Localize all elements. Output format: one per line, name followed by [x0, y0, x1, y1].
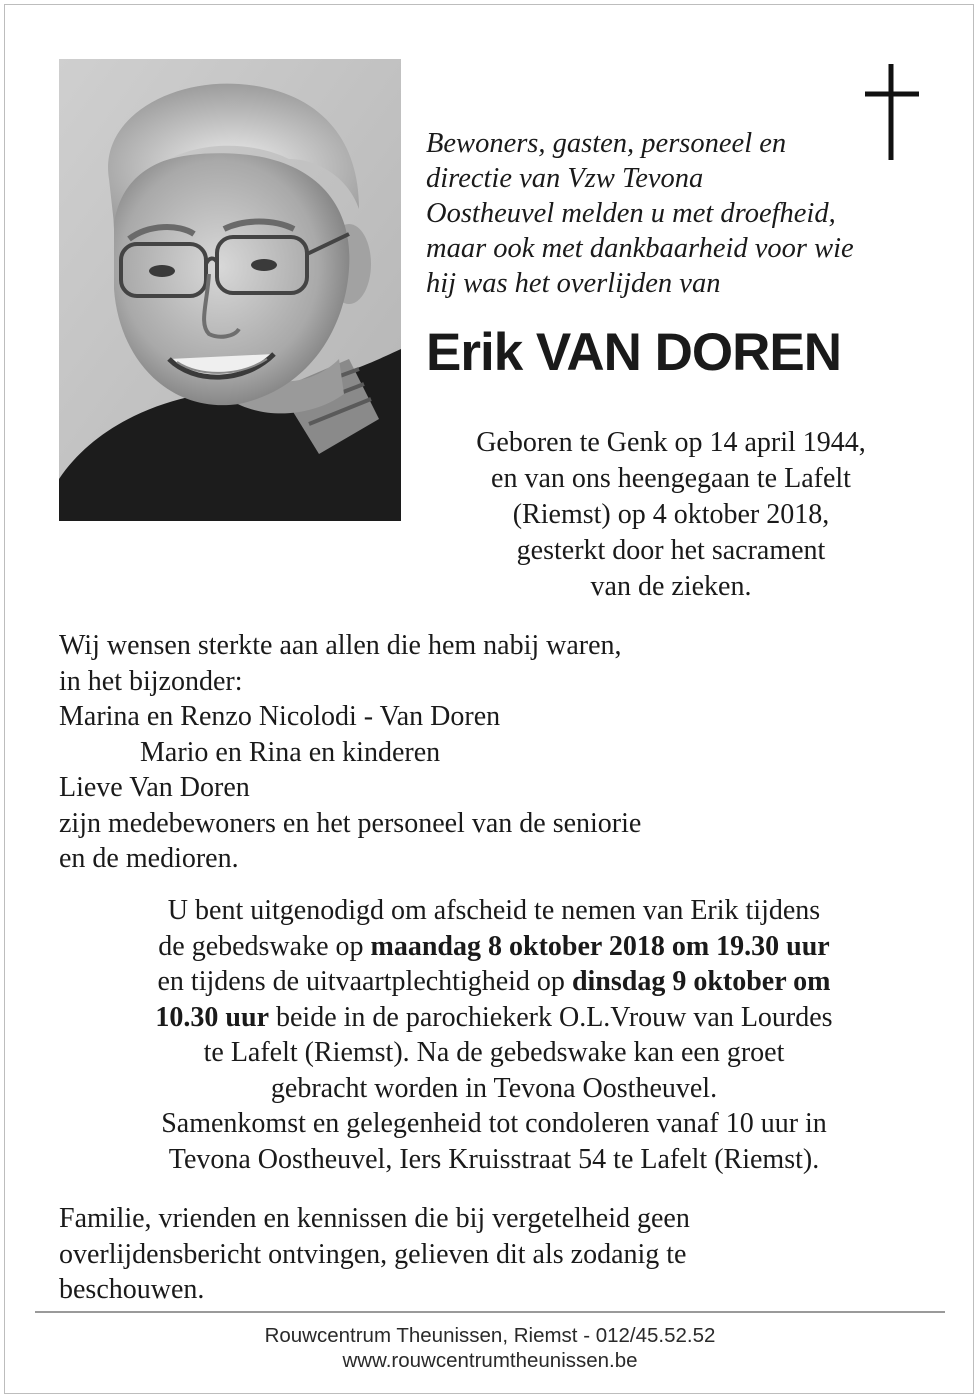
intro-line: directie van Vzw Tevona [426, 163, 704, 194]
family-line: in het bijzonder: [59, 665, 243, 697]
funeral-home-website: www.rouwcentrumtheunissen.be [342, 1349, 638, 1372]
family-line: Marina en Renzo Nicolodi - Van Doren [59, 701, 501, 732]
birth-line: (Riemst) op 4 oktober 2018, [512, 499, 830, 530]
ceremony-text: en tijdens de uitvaartplechtigheid op [157, 966, 572, 997]
birth-details [426, 425, 916, 605]
closing-note [59, 1201, 939, 1308]
funeral-home-contact: Rouwcentrum Theunissen, Riemst - 012/45.52.52 [264, 1324, 716, 1347]
birth-line: gesterkt door het sacrament [516, 535, 826, 566]
family-line: Mario en Rina en kinderen [140, 736, 441, 768]
ceremony-line: U bent uitgenodigd om afscheid te nemen van Erik tijdens [167, 895, 821, 926]
intro-line: Bewoners, gasten, personeel en [426, 128, 787, 159]
intro-line: maar ook met dankbaarheid voor wie [426, 233, 854, 264]
ceremony-line [59, 964, 929, 1000]
deceased-name: Erik VAN DOREN [426, 323, 841, 382]
ceremony-line [59, 929, 929, 965]
wake-datetime: maandag 8 oktober 2018 om 19.30 uur [370, 930, 830, 962]
funeral-date: dinsdag 9 oktober om [571, 966, 831, 997]
intro-line: hij was het overlijden van [426, 268, 721, 299]
closing-line: Familie, vrienden en kennissen die bij vergetelheid geen [59, 1203, 690, 1234]
intro-line: Oostheuvel melden u met droefheid, [426, 198, 836, 229]
family-line: en de medioren. [59, 843, 239, 874]
ceremony-line: Tevona Oostheuvel, Iers Kruisstraat 54 te Lafelt (Riemst). [168, 1143, 820, 1175]
birth-line: van de zieken. [590, 571, 752, 602]
ceremony-line: gebracht worden in Tevona Oostheuvel. [270, 1072, 718, 1104]
ceremony-line: Samenkomst en gelegenheid tot condoleren vanaf 10 uur in [161, 1108, 827, 1139]
ceremony-invitation [59, 893, 929, 1177]
ceremony-line: te Lafelt (Riemst). Na de gebedswake kan een groet [203, 1037, 785, 1068]
family-line: Lieve Van Doren [59, 772, 250, 803]
ceremony-text: beide in de parochiekerk O.L.Vrouw van Lourdes [269, 1001, 833, 1033]
ceremony-text: de gebedswake op [158, 930, 371, 962]
closing-line: beschouwen. [59, 1274, 205, 1305]
portrait-photo [59, 59, 401, 521]
footer [0, 1323, 980, 1373]
ceremony-line [59, 1000, 929, 1036]
family-list [59, 628, 939, 877]
birth-line: en van ons heengegaan te Lafelt [491, 463, 851, 494]
intro-text [426, 126, 926, 301]
family-line: Wij wensen sterkte aan allen die hem nabij waren, [59, 630, 622, 661]
closing-line: overlijdensbericht ontvingen, gelieven dit als zodanig te [59, 1238, 687, 1270]
footer-divider [35, 1311, 945, 1313]
family-line: zijn medebewoners en het personeel van de seniorie [59, 807, 642, 839]
birth-line: Geboren te Genk op 14 april 1944, [476, 427, 866, 458]
funeral-time: 10.30 uur [155, 1001, 269, 1033]
